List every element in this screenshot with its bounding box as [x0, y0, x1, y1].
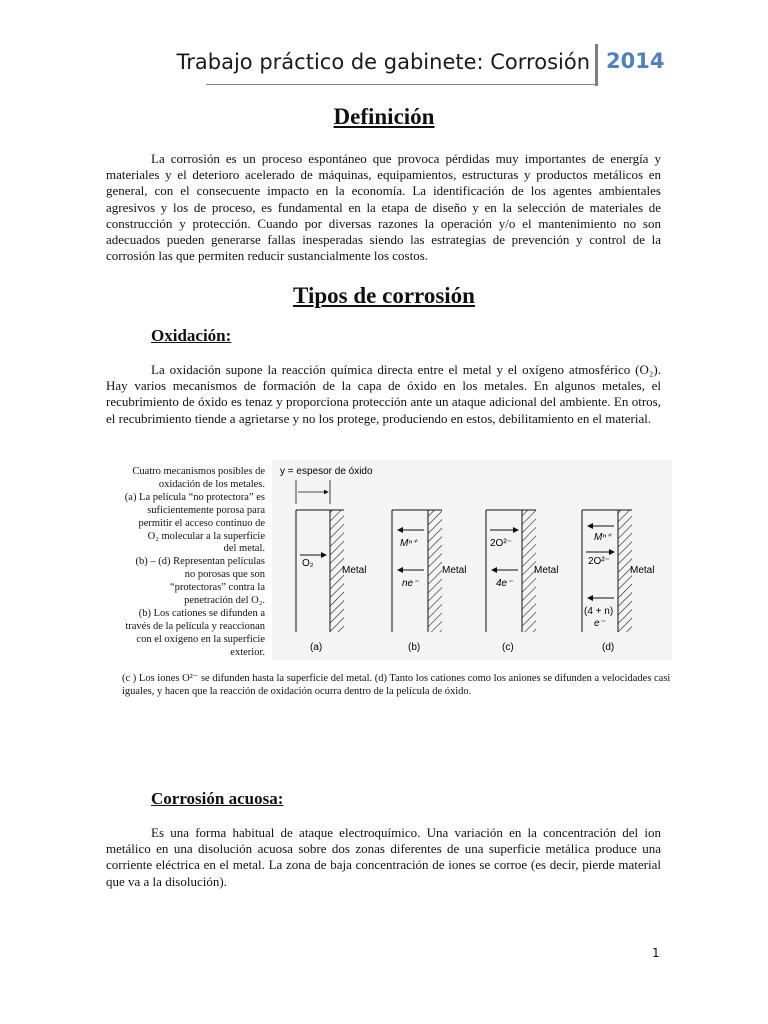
acuosa-heading: Corrosión acuosa:: [151, 789, 284, 808]
metal-label: Metal: [442, 565, 467, 576]
metal-label: Metal: [342, 565, 367, 576]
caption-line: Cuatro mecanismos posibles de: [132, 466, 265, 477]
cation-label: Mⁿ⁺: [400, 538, 418, 549]
cation-label: Mⁿ⁺: [594, 532, 612, 543]
caption-line: través de la película y reaccionan: [125, 620, 265, 632]
electron-label: ne⁻: [402, 578, 419, 589]
oxidacion-paragraph: La oxidación supone la reacción química directa entre el metal y el oxígeno atmosférico (O₂). Hay varios mecanismos de formación de la capa de óxido en los metales. En algunos metales, el recubrimiento de óxido es tenaz y proporciona protección ante un ataque adicional del ambiente. En otros, el recubrimiento tiende a agrietarse y no los protege, produciendo en estos, debilitamiento en el material.: [106, 362, 661, 426]
oxidation-mechanisms-figure: [272, 460, 672, 660]
electron-label: e⁻: [594, 618, 605, 629]
panel-label: (d): [602, 642, 615, 653]
caption-line: penetración del O₂.: [184, 595, 265, 607]
caption-line: permitir el acceso continuo de: [138, 517, 265, 529]
anion-label: 2O²⁻: [588, 556, 610, 567]
page-number: 1: [652, 946, 660, 960]
species-label: O₂: [302, 558, 314, 569]
electron-label: 4e⁻: [496, 578, 513, 589]
oxide-thickness-label: y = espesor de óxido: [280, 466, 373, 477]
electron-count-label: (4 + n): [584, 606, 614, 617]
metal-label: Metal: [630, 565, 655, 576]
caption-line: del metal.: [223, 543, 265, 555]
tipos-heading: Tipos de corrosión: [293, 283, 475, 308]
panel-label: (b): [408, 642, 421, 653]
metal-label: Metal: [534, 565, 559, 576]
acuosa-paragraph: Es una forma habitual de ataque electroquímico. Una variación en la concentración del ion metálico en una disolución acuosa sobre dos zonas diferentes de una superficie metálica produce una corriente eléctrica en el metal. La zona de baja concentración de iones se corroe (es decir, pierde material que va a la disolución).: [106, 825, 661, 889]
caption-line: con el oxígeno en la superficie: [136, 633, 265, 645]
page-header: [0, 44, 768, 94]
caption-line: exterior.: [230, 646, 265, 658]
caption-line: oxidación de los metales.: [158, 478, 265, 490]
header-year: 2014: [606, 49, 665, 73]
definicion-heading: Definición: [333, 104, 435, 129]
caption-line: (b) Los cationes se difunden a: [138, 607, 265, 619]
header-title: Trabajo práctico de gabinete: Corrosión: [176, 50, 590, 74]
definicion-paragraph: La corrosión es un proceso espontáneo que provoca pérdidas muy importantes de energía y materiales y el deterioro acelerado de máquinas, equipamientos, estructuras y productos metálicos en general, con el consecuente impacto en la economía. La identificación de los agentes ambientales agresivos y los de proceso, es fundamental en la etapa de diseño y en la selección de materiales de construcción y protección. Cuando por diversas razones la operación y/o el mantenimiento no son adecuados pueden generarse fallas inesperadas siendo las estrategias de prevención y control de la corrosión las que permiten reducir sustancialmente los costos.: [106, 151, 661, 264]
anion-label: 2O²⁻: [490, 538, 512, 549]
caption-line: (b) – (d) Representan películas: [135, 556, 265, 568]
caption-line: suficientemente porosa para: [147, 504, 265, 516]
caption-line: O₂ molecular a la superficie: [147, 530, 265, 542]
figure-caption-left: [100, 466, 265, 660]
panel-label: (a): [310, 642, 323, 653]
figure-caption-bottom: (c ) Los iones O²⁻ se difunden hasta la superficie del metal. (d) Tanto los cationes como los aniones se difunden a velocidades casi iguales, y hacen que la reacción de oxidación ocurra dentro de la película de óxido.: [122, 673, 671, 697]
header-divider: [595, 44, 598, 86]
caption-line: no porosas que son: [184, 569, 265, 581]
panel-label: (c): [502, 642, 514, 653]
oxidacion-heading: Oxidación:: [151, 326, 232, 345]
caption-line: (a) La película “no protectora” es: [124, 491, 265, 503]
caption-line: “protectoras” contra la: [169, 582, 265, 594]
header-rule: [206, 84, 596, 85]
